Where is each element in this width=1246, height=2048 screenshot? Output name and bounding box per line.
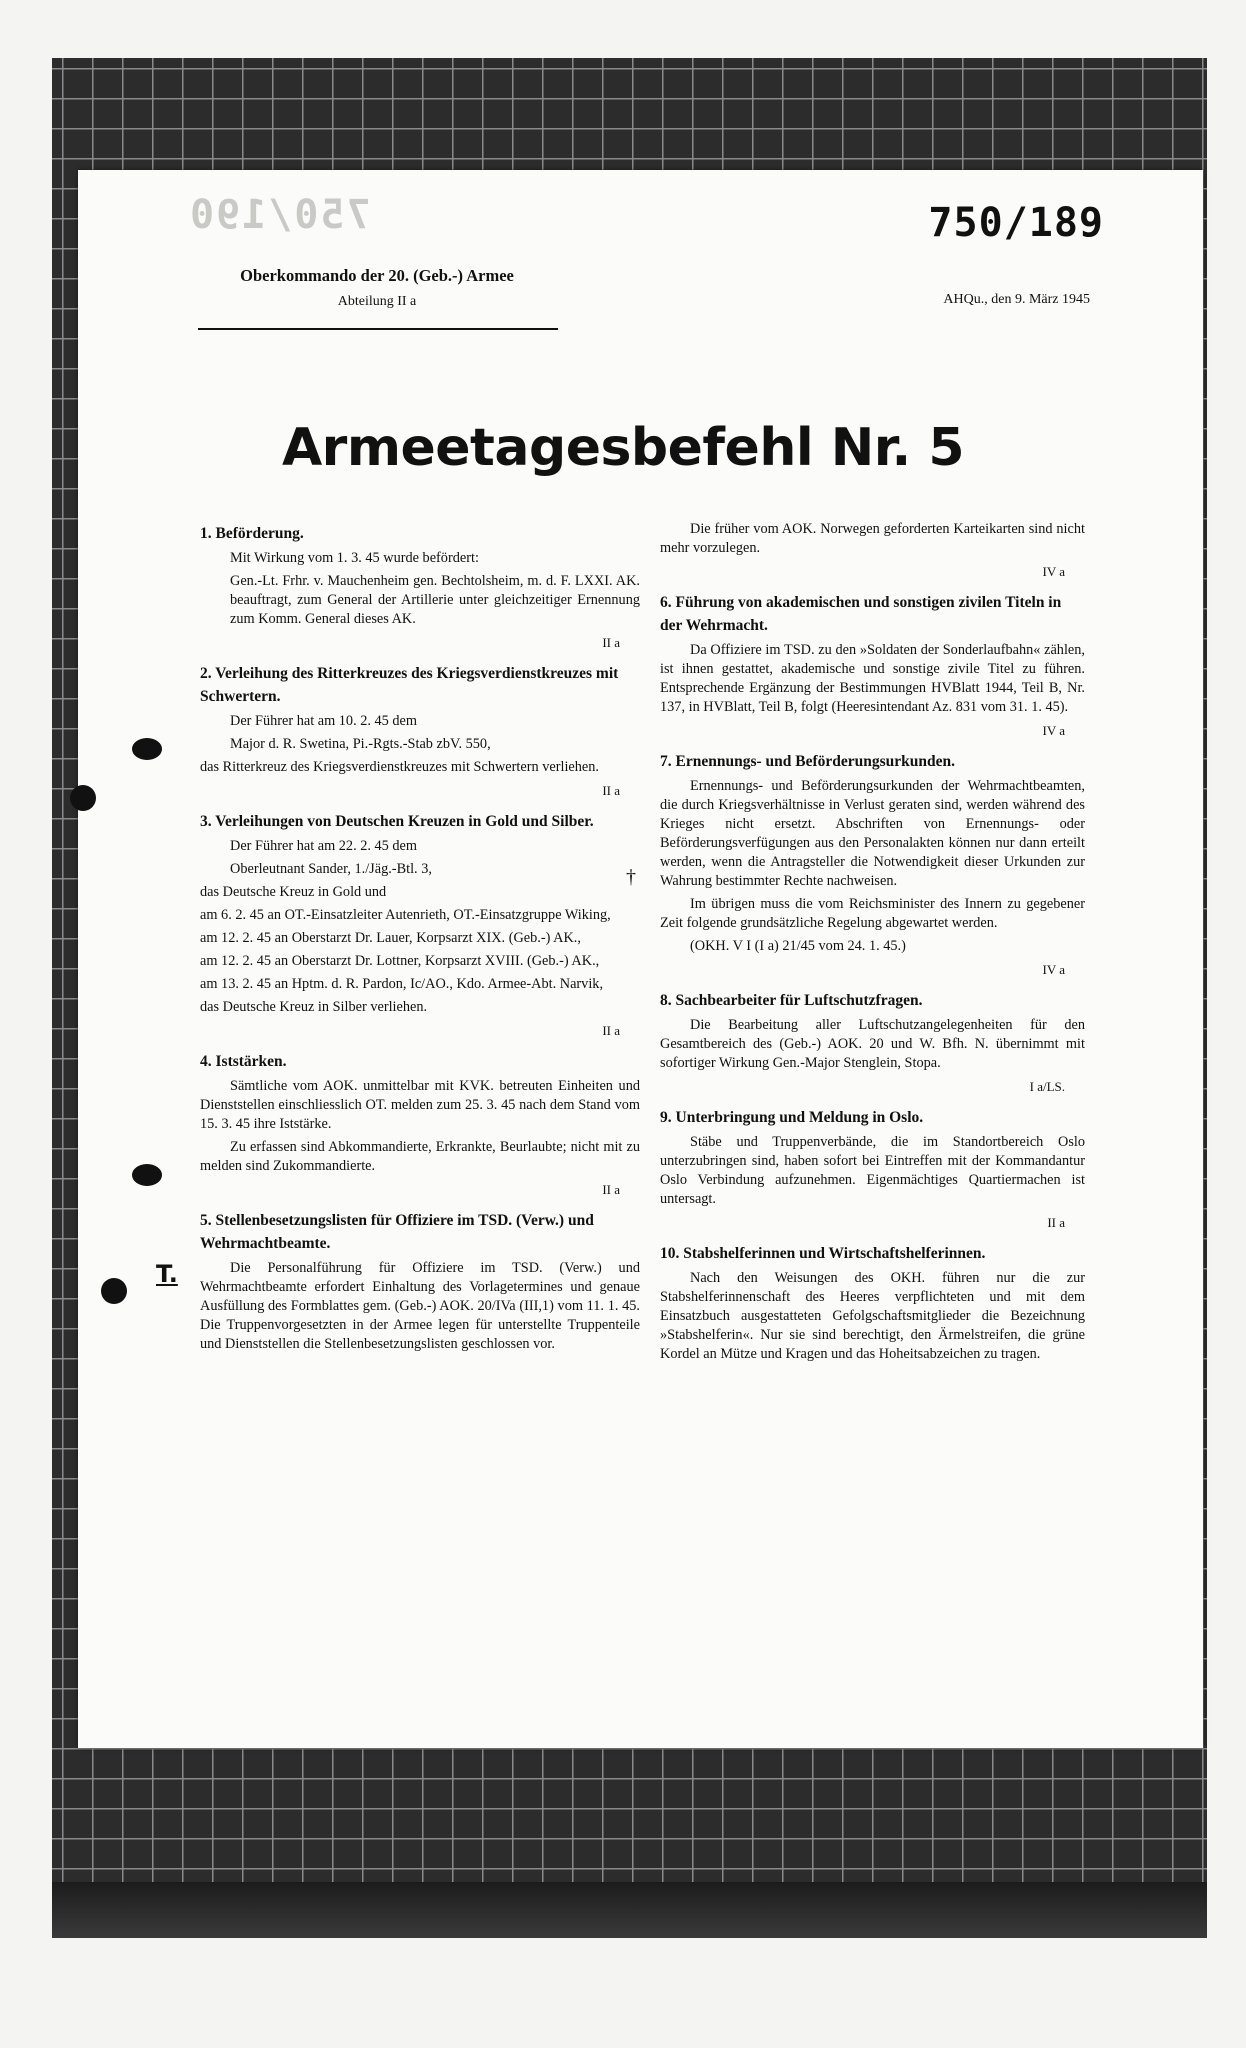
punch-hole-icon xyxy=(132,1164,162,1186)
section-reference: IV a xyxy=(1042,723,1065,738)
section-title: 6. Führung von akademischen und sonstigen zivilen Titeln in der Wehrmacht. xyxy=(660,594,1062,634)
section-reference: II a xyxy=(602,635,620,650)
list-item: am 6. 2. 45 an OT.-Einsatzleiter Autenrieth, OT.-Einsatzgruppe Wiking, xyxy=(200,907,611,923)
punch-hole-icon xyxy=(70,785,96,811)
document-number: 750/189 xyxy=(928,200,1104,246)
section-title: 4. Iststärken. xyxy=(200,1053,287,1070)
paragraph: Stäbe und Truppenverbände, die im Standortbereich Oslo unterzubringen sind, haben sofort bei Eintreffen mit der Kommandantur Oslo Verbindung aufzunehmen. Eigenmächtiges Quartiermachen ist untersagt. xyxy=(660,1134,1085,1207)
section-3 xyxy=(200,810,640,1040)
header-organization-block xyxy=(198,266,556,310)
punch-hole-icon xyxy=(101,1278,127,1304)
section-9 xyxy=(660,1106,1085,1232)
department-name: Abteilung II a xyxy=(337,294,417,309)
section-reference: II a xyxy=(602,1023,620,1038)
section-reference: II a xyxy=(602,783,620,798)
paragraph: Die früher vom AOK. Norwegen geforderten Karteikarten sind nicht mehr vorzulegen. xyxy=(660,521,1085,556)
list-item: am 12. 2. 45 an Oberstarzt Dr. Lottner, Korpsarzt XVIII. (Geb.-) AK., xyxy=(200,953,600,969)
margin-mark: T. xyxy=(156,1260,178,1288)
paragraph: das Deutsche Kreuz in Silber verliehen. xyxy=(200,999,428,1015)
section-7 xyxy=(660,750,1085,979)
list-item: am 13. 2. 45 an Hptm. d. R. Pardon, Ic/AO., Kdo. Armee-Abt. Narvik, xyxy=(200,976,604,992)
header-rule xyxy=(198,328,558,330)
paragraph: Sämtliche vom AOK. unmittelbar mit KVK. betreuten Einheiten und Dienststellen einschliesslich OT. melden zum 25. 3. 45 nach dem Stand vom 15. 3. 45 ihre Iststärke. xyxy=(200,1078,640,1132)
organization-name: Oberkommando der 20. (Geb.-) Armee xyxy=(240,266,514,285)
paragraph: Die Personalführung für Offiziere im TSD. (Verw.) und Wehrmachtbeamte erfordert Einhaltung des Vorlagetermines und genaue Ausfüllung des Formblattes gem. (Geb.-) AOK. 20/IVa (III,1) vom 11. 1. 45. Die Truppenvorgesetzten in der Armee legen für unterstellte Truppenteile und Dienststellen die Stellenbesetzungslisten geschlossen vor. xyxy=(200,1260,640,1352)
section-title: 5. Stellenbesetzungslisten für Offiziere im TSD. (Verw.) und Wehrmachtbeamte. xyxy=(200,1212,594,1252)
paragraph: Ernennungs- und Beförderungsurkunden der Wehrmachtbeamten, die durch Kriegsverhältnisse in Verlust geraten sind, werden während des Krieges nicht ersetzt. Abschriften von Ernennungs- oder Beförderungsverfügungen aus den Personalakten können nur dann erteilt werden, wenn die Antragsteller die Notwendigkeit dieser Urkunden zur Wahrung bestimmter Rechte nachweisen. xyxy=(660,778,1085,889)
left-column xyxy=(200,520,640,1364)
section-1 xyxy=(200,522,640,652)
paragraph: Major d. R. Swetina, Pi.-Rgts.-Stab zbV. 550, xyxy=(230,736,491,752)
section-reference: II a xyxy=(1047,1215,1065,1230)
paragraph: Zu erfassen sind Abkommandierte, Erkrankte, Beurlaubte; nicht mit zu melden sind Zukommandierte. xyxy=(200,1139,640,1174)
section-5-continued xyxy=(660,520,1085,581)
punch-hole-icon xyxy=(132,738,162,760)
section-6 xyxy=(660,591,1085,740)
section-4 xyxy=(200,1050,640,1199)
section-title: 7. Ernennungs- und Beförderungsurkunden. xyxy=(660,753,956,770)
paragraph: Im übrigen muss die vom Reichsminister des Innern zu gegebener Zeit folgende grundsätzliche Regelung abgewartet werden. xyxy=(660,896,1085,931)
section-title: 1. Beförderung. xyxy=(200,525,304,542)
paragraph: Oberleutnant Sander, 1./Jäg.-Btl. 3, xyxy=(230,861,432,877)
section-10 xyxy=(660,1242,1085,1364)
section-title: 2. Verleihung des Ritterkreuzes des Kriegsverdienstkreuzes mit Schwertern. xyxy=(200,665,619,705)
section-8 xyxy=(660,989,1085,1096)
section-5 xyxy=(200,1209,640,1354)
cross-mark: † xyxy=(626,866,636,888)
section-reference: IV a xyxy=(1042,962,1065,977)
paragraph: Mit Wirkung vom 1. 3. 45 wurde befördert: xyxy=(230,550,479,566)
paragraph: (OKH. V I (I a) 21/45 vom 24. 1. 45.) xyxy=(690,938,906,954)
right-column xyxy=(660,520,1085,1374)
section-reference: IV a xyxy=(1042,564,1065,579)
section-title: 8. Sachbearbeiter für Luftschutzfragen. xyxy=(660,992,923,1009)
paragraph: Da Offiziere im TSD. zu den »Soldaten der Sonderlaufbahn« zählen, ist ihnen gestattet, akademische und sonstige zivile Titel zu führen. Entsprechende Ergänzung der Bestimmungen HVBlatt 1944, Teil B, Nr. 137, in HVBlatt, Teil B, folgt (Heeresintendant Az. 831 vom 31. 1. 45). xyxy=(660,642,1085,715)
place-date: AHQu., den 9. März 1945 xyxy=(943,292,1090,307)
document-title: Armeetagesbefehl Nr. 5 xyxy=(281,418,965,478)
section-title: 3. Verleihungen von Deutschen Kreuzen in Gold und Silber. xyxy=(200,813,594,830)
paragraph: Gen.-Lt. Frhr. v. Mauchenheim gen. Bechtolsheim, m. d. F. LXXI. AK. beauftragt, zum General der Artillerie unter gleichzeitiger Ernennung zum Komm. General dieses AK. xyxy=(230,573,640,627)
paragraph: Der Führer hat am 10. 2. 45 dem xyxy=(230,713,418,729)
film-edge-band xyxy=(52,1882,1207,1938)
ghost-document-number: 750/190 xyxy=(188,192,371,238)
section-reference: II a xyxy=(602,1182,620,1197)
paragraph: Der Führer hat am 22. 2. 45 dem xyxy=(230,838,418,854)
list-item: am 12. 2. 45 an Oberstarzt Dr. Lauer, Korpsarzt XIX. (Geb.-) AK., xyxy=(200,930,581,946)
paragraph: Nach den Weisungen des OKH. führen nur die zur Stabshelferinnenschaft des Heeres verpflichteten und mit dem Einsatzbuch ausgestatteten Gefolgschaftsmitglieder die Bezeichnung »Stabshelferin«. Nur sie sind berechtigt, den Ärmelstreifen, die grüne Kordel an Mütze und Kragen und das Hoheitsabzeichen zu tragen. xyxy=(660,1270,1085,1362)
paragraph: Die Bearbeitung aller Luftschutzangelegenheiten für den Gesamtbereich des (Geb.-) AOK. 20 und W. Bfh. N. übernimmt mit sofortiger Wirkung Gen.-Major Stenglein, Stopa. xyxy=(660,1017,1085,1071)
section-2 xyxy=(200,662,640,800)
section-reference: I a/LS. xyxy=(1029,1079,1065,1094)
section-title: 10. Stabshelferinnen und Wirtschaftshelferinnen. xyxy=(660,1245,986,1262)
section-title: 9. Unterbringung und Meldung in Oslo. xyxy=(660,1109,924,1126)
paragraph: das Deutsche Kreuz in Gold und xyxy=(200,884,387,900)
paragraph: das Ritterkreuz des Kriegsverdienstkreuzes mit Schwertern verliehen. xyxy=(200,759,599,775)
